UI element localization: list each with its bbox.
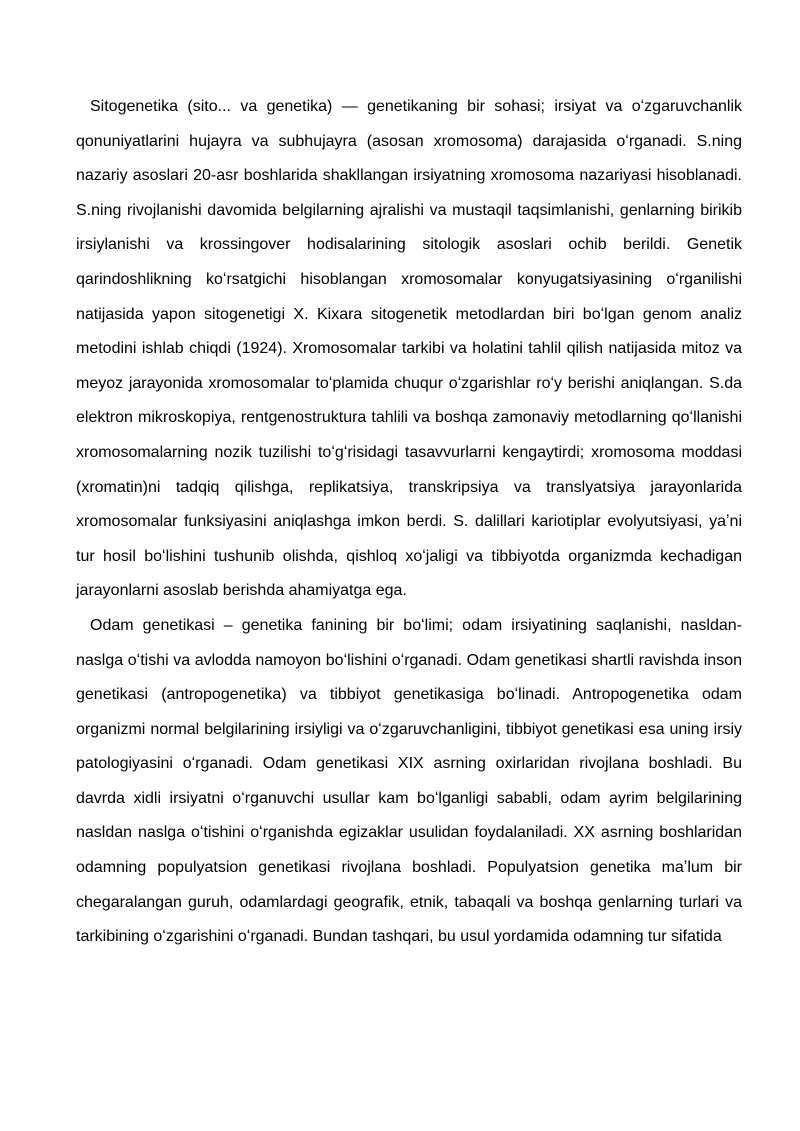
paragraph-cytogenetics: Sitogenetika (sito... va genetika) — genetikaning bir sohasi; irsiyat va oʻzgaruvchanlik qonuniyatlarini hujayra va subhujayra (asosan xromosoma) darajasida oʻrganadi. S.ning nazariy asoslari 20-asr boshlarida shakllangan irsiyatning xromosoma nazariyasi hisoblanadi. S.ning rivojlanishi davomida belgilarning ajralishi va mustaqil taqsimlanishi, genlarning birikib irsiylanishi va krossingover hodisalarining sitologik asoslari ochib berildi. Genetik qarindoshlikning koʻrsatgichi hisoblangan xromosomalar konyugatsiyasining oʻrganilishi natijasida yapon sitogenetigi X. Kixara sitogenetik metodlardan biri boʻlgan genom analiz metodini ishlab chiqdi (1924). Xromosomalar tarkibi va holatini tahlil qilish natijasida mitoz va meyoz jarayonida xromosomalar toʻplamida chuqur oʻzgarishlar roʻy berishi aniqlangan. S.da elektron mikroskopiya, rentgenostruktura tahlili va boshqa zamonaviy metodlarning qoʻllanishi xromosomalarning nozik tuzilishi toʻgʻrisidagi tasavvurlarni kengaytirdi; xromosoma moddasi (xromatin)ni tadqiq qilishga, replikatsiya, transkripsiya va translyatsiya jarayonlarida xromosomalar funksiyasini aniqlashga imkon berdi. S. dalillari kariotiplar evolyutsiyasi, yaʼni tur hosil boʻlishini tushunib olishda, qishloq xoʻjaligi va tibbiyotda organizmda kechadigan jarayonlarni asoslab berishda ahamiyatga ega. (76, 98, 742, 600)
document-page (76, 90, 742, 955)
paragraph-human-genetics: Odam genetikasi – genetika fanining bir boʻlimi; odam irsiyatining saqlanishi, nasldan-naslga oʻtishi va avlodda namoyon boʻlishini oʻrganadi. Odam genetikasi shartli ravishda inson genetikasi (antropogenetika) va tibbiyot genetikasiga boʻlinadi. Antropogenetika odam organizmi normal belgilarining irsiyligi va oʻzgaruvchanligini, tibbiyot genetikasi esa uning irsiy patologiyasini oʻrganadi. Odam genetikasi XIX asrning oxirlaridan rivojlana boshladi. Bu davrda xidli irsiyatni oʻrganuvchi usullar kam boʻlganligi sababli, odam ayrim belgilarining nasldan naslga oʻtishini oʻrganishda egizaklar usulidan foydalaniladi. XX asrning boshlaridan odamning populyatsion genetikasi rivojlana boshladi. Populyatsion genetika maʼlum bir chegaralangan guruh, odamlardagi geografik, etnik, tabaqali va boshqa genlarning turlari va tarkibining oʻzgarishini oʻrganadi. Bundan tashqari, bu usul yordamida odamning tur sifatida (76, 616, 742, 946)
